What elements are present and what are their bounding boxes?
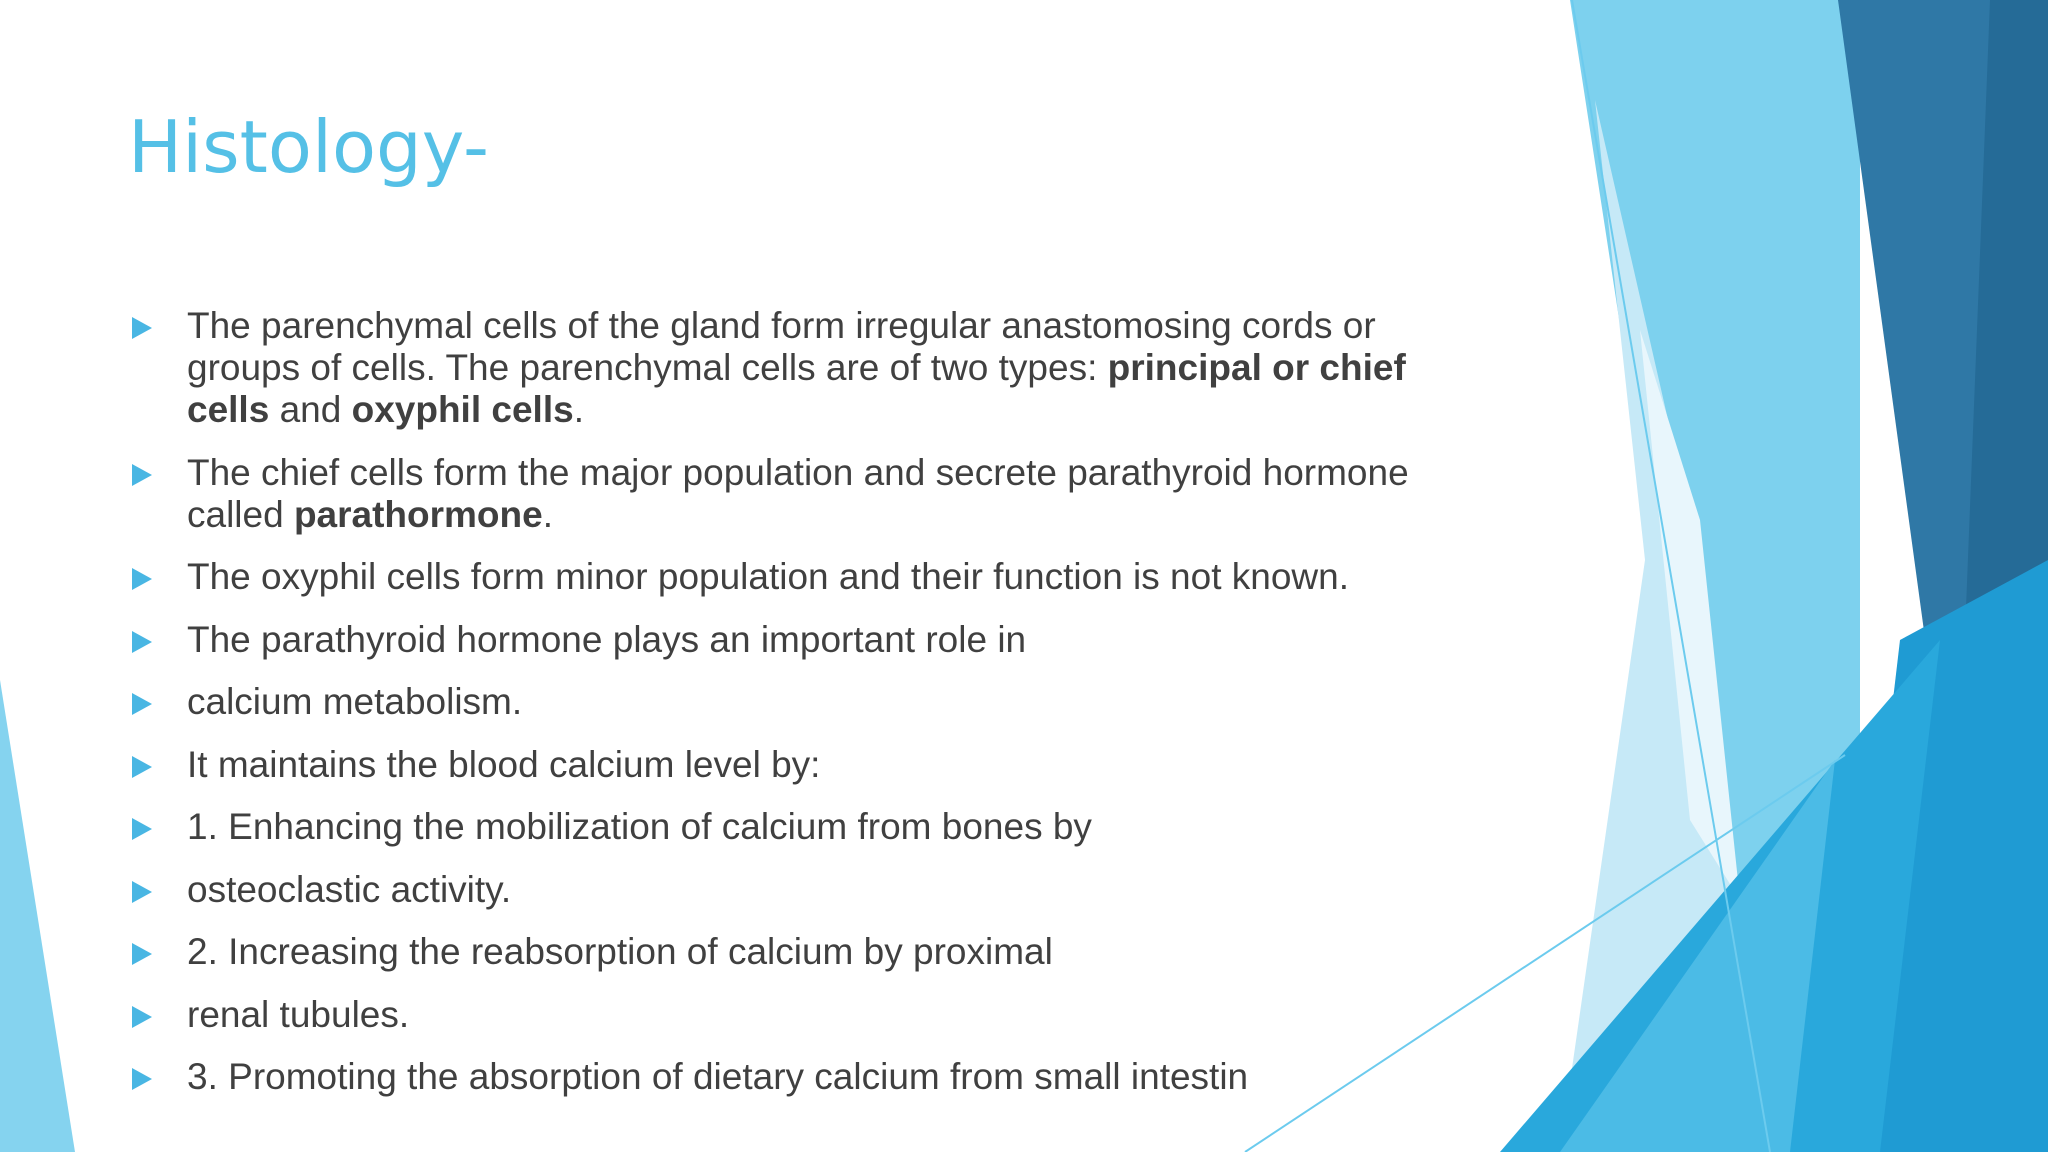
bullet-text: osteoclastic activity.: [187, 868, 512, 910]
bullet-text: and: [269, 389, 352, 430]
bullet-item: [128, 1056, 1468, 1098]
bullet-text: .: [542, 493, 553, 535]
bullet-item: [128, 305, 1468, 431]
bullet-item: [128, 806, 1468, 848]
bullet-text: The chief cells form the major population and secrete parathyroid hormone called: [187, 451, 1409, 535]
bullet-item: [128, 556, 1468, 598]
bullet-item: [128, 869, 1468, 911]
bullet-item: [128, 452, 1468, 536]
bullet-arrow-icon: [132, 1068, 152, 1090]
bullet-arrow-icon: [132, 1006, 152, 1028]
left-edge-accent-shape: [0, 680, 75, 1152]
bullet-arrow-icon: [132, 631, 152, 653]
bullet-text: The parathyroid hormone plays an important role in: [187, 618, 1027, 660]
bullet-arrow-icon: [132, 317, 152, 339]
bullet-text: 2. Increasing the reabsorption of calcium by proximal: [187, 931, 1053, 972]
bullet-arrow-icon: [132, 881, 152, 903]
bullet-list: [128, 305, 1468, 1119]
bullet-text: .: [573, 389, 584, 430]
bullet-text: The oxyphil cells form minor population and their function is not known.: [187, 556, 1349, 597]
bullet-text: 1. Enhancing the mobilization of calcium from bones by: [187, 806, 1092, 847]
bullet-item: [128, 994, 1468, 1036]
bullet-arrow-icon: [132, 464, 152, 486]
bullet-item: [128, 744, 1468, 786]
bullet-item: [128, 681, 1468, 723]
bullet-arrow-icon: [132, 568, 152, 590]
bullet-text: calcium metabolism.: [187, 681, 523, 722]
bullet-item: [128, 931, 1468, 973]
bullet-text: It maintains the blood calcium level by:: [187, 743, 821, 785]
bullet-bold-text: principal or chief cells: [187, 347, 1406, 430]
bullet-text: renal tubules.: [187, 993, 410, 1035]
slide-title: Histology-: [128, 105, 490, 189]
bullet-bold-text: parathormone: [293, 493, 543, 535]
bullet-bold-text: oxyphil cells: [351, 389, 574, 430]
bullet-arrow-icon: [132, 693, 152, 715]
bullet-arrow-icon: [132, 756, 152, 778]
bullet-text: The parenchymal cells of the gland form irregular anastomosing cords or groups of cells. The parenchymal cells are of two types:: [187, 305, 1376, 388]
bullet-text: 3. Promoting the absorption of dietary calcium from small intestin: [187, 1056, 1249, 1097]
bullet-arrow-icon: [132, 818, 152, 840]
bullet-item: [128, 619, 1468, 661]
bullet-arrow-icon: [132, 943, 152, 965]
